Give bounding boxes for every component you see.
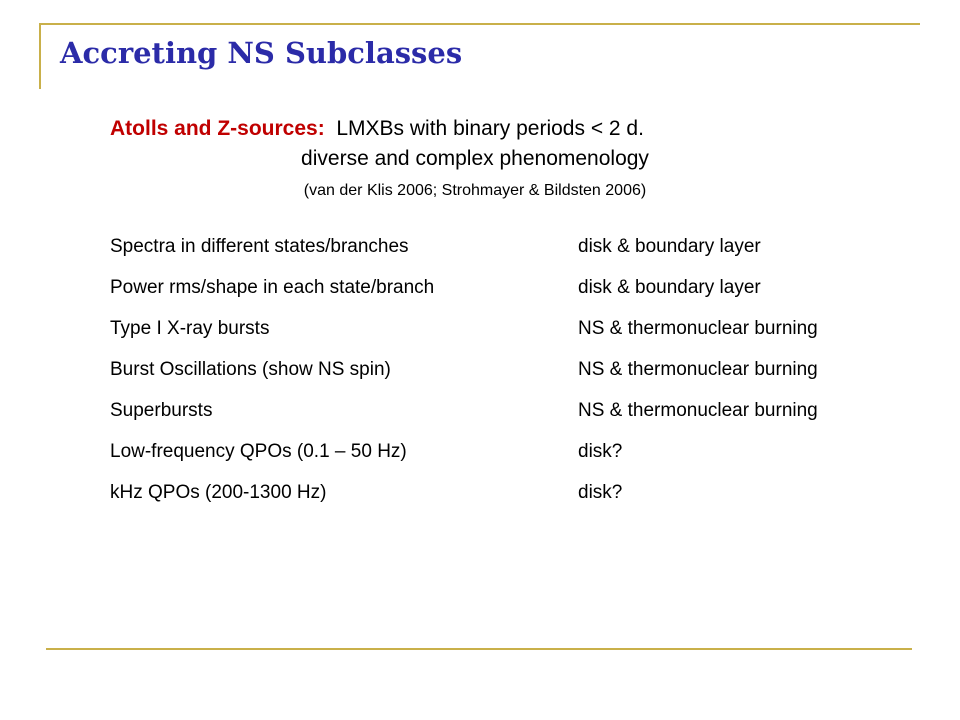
phenomenon-cell: Power rms/shape in each state/branch [110,277,435,298]
table-row [110,441,900,482]
slide-title: Accreting NS Subclasses [60,36,463,70]
table-row [110,318,900,359]
table-row [110,400,900,441]
interpretation-cell: disk & boundary layer [578,277,761,298]
table-row [110,359,900,400]
citation: (van der Klis 2006; Strohmayer & Bildsten 2006) [303,182,647,199]
subtitle-text: LMXBs with binary periods < 2 d. [336,117,644,140]
phenomenon-cell: kHz QPOs (200-1300 Hz) [110,482,327,503]
table-row [110,482,900,523]
table-row [110,236,900,277]
subtitle-line-2: diverse and complex phenomenology [301,147,649,170]
phenomenon-cell: Spectra in different states/branches [110,236,409,257]
interpretation-cell: NS & thermonuclear burning [578,318,818,339]
phenomenon-cell: Type I X-ray bursts [110,318,270,339]
interpretation-cell: disk & boundary layer [578,236,761,257]
interpretation-cell: NS & thermonuclear burning [578,359,818,380]
phenomenon-cell: Low-frequency QPOs (0.1 – 50 Hz) [110,441,407,462]
top-rule [40,23,920,25]
bottom-rule [46,648,912,650]
subtitle-label: Atolls and Z-sources: [110,117,325,140]
table-row [110,277,900,318]
phenomenon-cell: Burst Oscillations (show NS spin) [110,359,391,380]
phenomena-table [110,236,900,523]
subtitle-line [110,117,644,141]
interpretation-cell: disk? [578,441,623,462]
phenomenon-cell: Superbursts [110,400,213,421]
interpretation-cell: NS & thermonuclear burning [578,400,818,421]
left-rule [39,23,41,89]
interpretation-cell: disk? [578,482,623,503]
